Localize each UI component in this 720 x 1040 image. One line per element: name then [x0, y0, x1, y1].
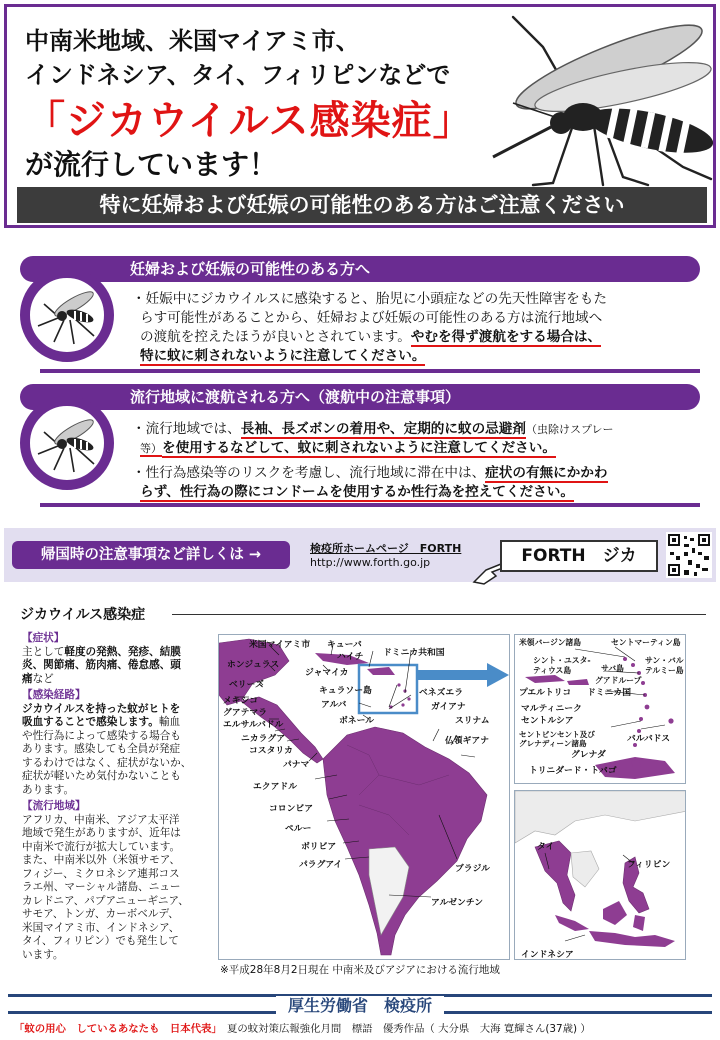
label-guyana: ガイアナ — [431, 702, 466, 712]
sym-1b: 軽度の発熱、発疹、結膜 — [64, 645, 181, 658]
label-ecuador: エクアドル — [253, 782, 297, 792]
headline-line-1: 中南米地域、米国マイアミ市、 — [25, 27, 360, 55]
area-2: 地域で発生がありますが、近年は — [22, 827, 181, 839]
section2-b2-a: ・性行為感染等のリスクを考慮し、流行地域に滞在中は、 — [132, 465, 486, 481]
label-peru: ペルー — [285, 824, 312, 834]
label-brazil: ブラジル — [455, 864, 490, 874]
headline-line-4: が流行しています！ — [25, 148, 278, 181]
info-title: ジカウイルス感染症 — [20, 607, 146, 623]
header-panel — [4, 4, 716, 228]
label-philippines: フィリピン — [627, 860, 671, 870]
label-stbarth-2: テルミー島 — [645, 666, 684, 675]
label-miami: 米国マイアミ市 — [249, 640, 311, 650]
section1-divider — [40, 369, 700, 373]
forth-homepage-link[interactable] — [310, 542, 461, 570]
label-guadeloupe: グアドループ — [595, 676, 642, 685]
info-column — [22, 632, 210, 962]
route-6: 症状が軽いため気付かないことも — [22, 770, 181, 782]
area-6: ラエ州、マーシャル諸島、ニュー — [22, 881, 181, 893]
mosquito-icon — [433, 7, 713, 187]
section2-b1-a-small: （虫除けスプレー — [525, 423, 614, 436]
label-haiti: ハイチ — [337, 652, 364, 662]
section2-title — [20, 384, 700, 410]
section2-b2-line-a — [132, 464, 712, 483]
route-heading: 【感染経路】 — [22, 689, 86, 701]
section2-b1-line-a — [132, 420, 712, 439]
area-3: 中南米で流行が拡大しています。 — [22, 840, 181, 853]
label-bolivia: ボリビア — [301, 842, 337, 852]
footer-slogan-text: 「蚊の用心 しているあなたも 日本代表」 — [14, 1023, 217, 1035]
label-steust-2: ティウス島 — [533, 666, 572, 675]
area-8: サモア、トンガ、カーボベルデ、 — [22, 908, 179, 920]
label-stmartin: セントマーティン島 — [611, 638, 681, 647]
area-5: フィジー、ミクロネシア連邦コス — [22, 867, 180, 880]
label-honduras: ホンジュラス — [227, 660, 280, 670]
route-7: あります。 — [22, 783, 75, 796]
section1-line-b: らす可能性があることから、妊婦および妊娠の可能性のある方は流行地域へ — [140, 310, 603, 326]
asia-map — [514, 790, 686, 960]
label-trinidad: トリニダード・トバゴ — [529, 766, 617, 776]
label-costarica: コスタリカ — [249, 746, 293, 756]
sym-3b: 痛 — [22, 672, 33, 685]
headline-line-2: インドネシア、タイ、フィリピンなどで — [25, 61, 451, 89]
route-line-2 — [22, 716, 210, 730]
label-barbados: バルバドス — [627, 734, 671, 744]
label-curacao: キュラソー島 — [319, 686, 372, 696]
section1-line-a: ・妊娠中にジカウイルスに感染すると、胎児に小頭症などの先天性障害をもた — [132, 291, 607, 307]
section1-mosquito-badge — [20, 268, 114, 362]
section1-line-c — [132, 328, 712, 347]
area-4: また、中南米以外（米領サモア、 — [22, 854, 181, 866]
label-venezuela: ベネズエラ — [419, 688, 463, 698]
section2-mosquito-badge — [20, 396, 114, 490]
headline-disease: 「ジカウイルス感染症」 — [25, 98, 474, 144]
mosquito-icon — [30, 406, 104, 480]
map-note: ※平成28年8月2日現在 中南米及びアジアにおける流行地域 — [220, 964, 500, 976]
footer-org — [0, 993, 720, 1016]
area-1: アフリカ、中南米、アジア太平洋 — [22, 813, 180, 826]
section2-bullets — [132, 420, 712, 502]
label-stbarth: サン・バル — [645, 656, 684, 665]
section1-bullet — [132, 290, 712, 366]
label-colombia: コロンビア — [269, 804, 313, 814]
label-suriname: スリナム — [455, 716, 490, 726]
route-2: 輸血 — [158, 716, 181, 728]
footer-org-text: 厚生労働省 検疫所 — [276, 996, 444, 1015]
section1-title-text: 妊婦および妊娠の可能性のある方へ — [130, 260, 371, 278]
label-martinique: マルティニーク — [521, 704, 582, 714]
section1-line-c-bold: やむを得ず渡航をする場合は、 — [410, 329, 602, 345]
forth-search-box[interactable]: FORTH ジカ — [500, 540, 658, 572]
forth-link-title[interactable]: 検疫所ホームページ FORTH — [310, 542, 462, 555]
section2-title-text: 流行地域に渡航される方へ（渡航中の注意事項） — [130, 388, 461, 406]
section1-title — [20, 256, 700, 282]
caribbean-map — [514, 634, 686, 784]
section2-b1-b-small: 等） — [140, 442, 162, 455]
label-dominican: ドミニカ共和国 — [383, 648, 445, 658]
sym-2b: 炎、関節痛、筋肉痛、倦怠感、頭 — [22, 659, 181, 671]
section2-divider — [40, 503, 700, 507]
area-11: います。 — [22, 948, 64, 961]
route-2b: 吸血することで感染します。 — [22, 716, 159, 728]
route-4: あります。感染しても全員が発症 — [22, 743, 181, 755]
label-dominica: ドミニカ国 — [587, 688, 631, 698]
sym-line-2 — [22, 659, 210, 673]
forth-url[interactable]: http://www.forth.go.jp — [310, 556, 431, 569]
label-jamaica: ジャマイカ — [305, 668, 349, 678]
area-7: カレドニア、パプアニューギニア、 — [22, 894, 189, 907]
section2-b1-a-bold: 長袖、長ズボンの着用や、定期的に蚊の忌避剤 — [240, 421, 526, 437]
qr-code-icon[interactable] — [666, 532, 712, 578]
symptoms-heading: 【症状】 — [22, 632, 65, 644]
label-bonaire: ボネール — [339, 716, 375, 726]
area-heading: 【流行地域】 — [22, 800, 86, 812]
section1-line-d — [132, 347, 712, 366]
section2-b2-line-b — [132, 483, 712, 502]
footer-slogan — [14, 1020, 591, 1035]
label-mexico: メキシコ — [223, 696, 259, 706]
info-divider — [172, 614, 706, 615]
section2-b2-b-bold: らず、性行為の際にコンドームを使用するか性行為を控えてください。 — [140, 484, 574, 500]
caution-banner: 特に妊婦および妊娠の可能性のある方はご注意ください — [17, 187, 707, 223]
mosquito-icon — [30, 278, 104, 352]
sym-1: 主として — [22, 645, 65, 658]
route-line-1 — [22, 703, 210, 717]
label-grenada: グレナダ — [571, 750, 606, 760]
americas-map — [218, 634, 510, 960]
area-10: タイ、フィリピン）でも発生して — [22, 935, 179, 947]
sym-line-3 — [22, 673, 210, 687]
asia-map-graphic — [515, 791, 686, 960]
label-puertorico: プエルトリコ — [519, 688, 572, 698]
section2-b1-b-bold: を使用するなどして、蚊に刺されないように注意してください。 — [162, 440, 556, 456]
section1-line-c-text: の渡航を控えたほうが良いとされています。 — [140, 329, 411, 345]
route-1b: ジカウイルスを持った蚊がヒトを — [22, 702, 181, 715]
route-3: や性行為によって感染する場合も — [22, 729, 181, 742]
label-elsalvador: エルサルバドル — [223, 720, 284, 730]
label-paraguay: パラグアイ — [299, 860, 343, 870]
label-stlucia: セントルシア — [521, 716, 574, 726]
footer-credit: 夏の蚊対策広報強化月間 標語 優秀作品（ 大分県 大海 寛輝さん(37歳) ） — [216, 1023, 591, 1035]
label-saba: サバ島 — [601, 664, 624, 673]
label-cuba: キューバ — [327, 640, 362, 650]
label-nicaragua: ニカラグア — [241, 734, 285, 744]
label-frguiana: 仏領ギアナ — [445, 736, 489, 746]
route-5: するわけではなく、症状がないか、 — [22, 756, 192, 769]
label-thailand: タイ — [537, 842, 555, 852]
area-9: 米国マイアミ市、インドネシア、 — [22, 921, 180, 934]
return-info-label: 帰国時の注意事項など詳しくは → — [12, 541, 290, 569]
label-steust: シント・ユスタ- — [533, 656, 591, 665]
section2-b1-line-b — [132, 439, 712, 458]
section2-b1-a: ・流行地域では、 — [132, 421, 241, 437]
label-stvincent: セントビンセント及び — [519, 730, 595, 739]
label-guatemala: グアテマラ — [223, 708, 267, 718]
section2-b2-a-bold: 症状の有無にかかわ — [485, 465, 608, 481]
sym-line-1 — [22, 646, 210, 660]
forth-info-band — [4, 528, 716, 582]
label-stvincent-2: グレナディーン諸島 — [519, 739, 587, 748]
label-panama: パナマ — [283, 760, 310, 770]
label-usvi: 米領バージン諸島 — [519, 638, 582, 647]
label-belize: ベリーズ — [229, 680, 264, 690]
label-indonesia: インドネシア — [521, 950, 574, 960]
sym-3: など — [32, 672, 54, 685]
label-aruba: アルバ — [321, 700, 347, 710]
label-argentina: アルゼンチン — [431, 898, 483, 908]
section1-line-d-bold: 特に蚊に刺されないように注意してください。 — [140, 348, 426, 364]
